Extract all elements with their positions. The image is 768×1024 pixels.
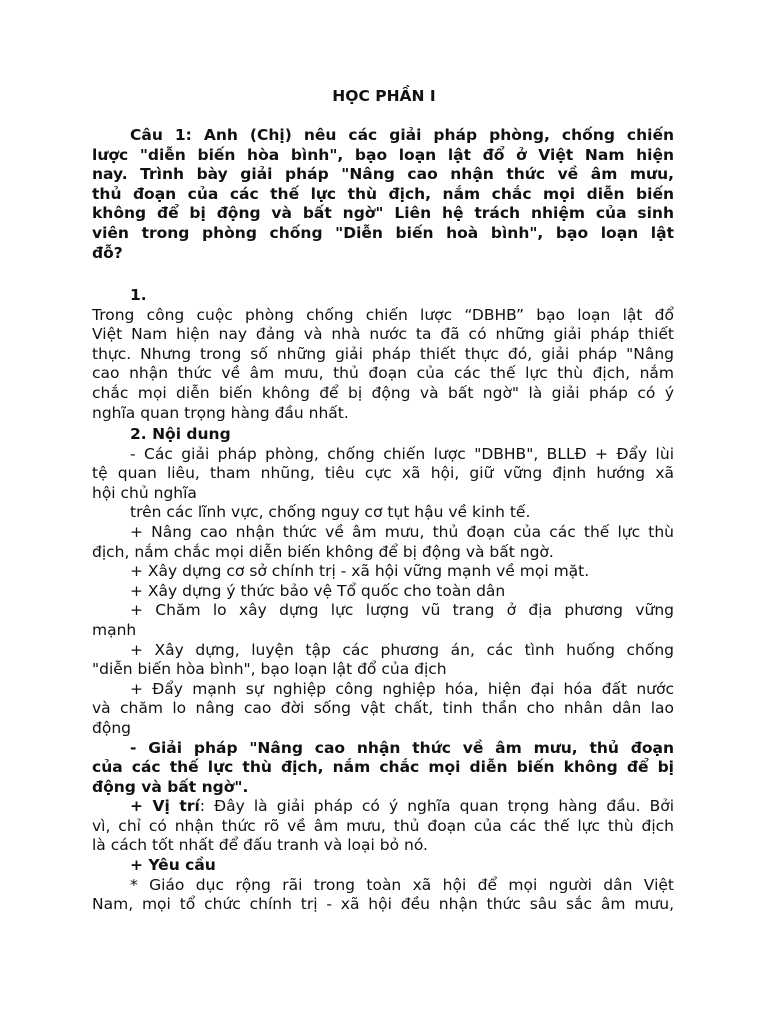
paragraph-line	[92, 797, 674, 817]
paragraph-line: * Giáo dục rộng rãi trong toàn xã hội để mọi người dân Việt	[130, 875, 674, 894]
question-block	[92, 126, 674, 263]
paragraph-line: + Xây dựng, luyện tập các phương án, các tình huống chống	[130, 640, 674, 659]
paragraph-line: hội chủ nghĩa	[92, 483, 197, 502]
section-2-heading: 2. Nội dung	[130, 425, 231, 443]
paragraph-line: - Các giải pháp phòng, chống chiến lược "DBHB", BLLĐ + Đẩy lùi	[130, 444, 674, 463]
page-title: HỌC PHẦN I	[332, 87, 436, 105]
question-line: nay. Trình bày giải pháp "Nâng cao nhận thức về âm mưu,	[92, 165, 674, 184]
paragraph-line: cao nhận thức về âm mưu, thủ đoạn của các thế lực thù địch, nắm	[92, 364, 674, 383]
requirement-heading: + Yêu cầu	[130, 856, 216, 875]
paragraph-line: nghĩa quan trọng hàng đầu nhất.	[92, 403, 349, 422]
paragraph-line: chắc mọi diễn biến không để bị động và bất ngờ" là giải pháp có ý	[92, 383, 674, 402]
question-line: không để bị động và bất ngờ" Liên hệ trách nhiệm của sinh	[92, 204, 674, 223]
section-1-heading: 1.	[130, 286, 147, 304]
paragraph-line: + Xây dựng cơ sở chính trị - xã hội vững mạnh về mọi mặt.	[130, 562, 590, 581]
section-1	[92, 286, 674, 423]
question-line: lược "diễn biến hòa bình", bạo loạn lật đổ ở Việt Nam hiện	[92, 145, 674, 164]
paragraph-line: tệ quan liêu, tham nhũng, tiêu cực xã hội, giữ vững định hướng xã	[92, 464, 674, 483]
paragraph-line: + Xây dựng ý thức bảo vệ Tổ quốc cho toàn dân	[130, 581, 506, 600]
question-line: đỗ?	[92, 243, 123, 262]
paragraph-line: Nam, mọi tổ chức chính trị - xã hội đều nhận thức sâu sắc âm mưu,	[92, 895, 674, 914]
paragraph-line: địch, nắm chắc mọi diễn biến không để bị động và bất ngờ.	[92, 542, 554, 561]
paragraph-line: thực. Nhưng trong số những giải pháp thiết thực đó, giải pháp "Nâng	[92, 344, 674, 363]
paragraph-line: Việt Nam hiện nay đảng và nhà nước ta đã có những giải pháp thiết	[92, 325, 674, 344]
question-line: viên trong phòng chống "Diễn biến hoà bình", bạo loạn lật	[92, 223, 674, 242]
position-text: : Đây là giải pháp có ý nghĩa quan trọng hàng đầu. Bởi	[199, 797, 674, 816]
paragraph-line: + Đẩy mạnh sự nghiệp công nghiệp hóa, hiện đại hóa đất nước	[130, 679, 674, 698]
section-2	[92, 425, 674, 915]
question-line: thủ đoạn của các thế lực thù địch, nắm chắc mọi diễn biến	[92, 184, 674, 203]
paragraph-line: mạnh	[92, 620, 137, 639]
paragraph-line-bold: của các thế lực thù địch, nắm chắc mọi diễn biến không để bị	[92, 758, 674, 777]
paragraph-line: là cách tốt nhất để đấu tranh và loại bỏ nó.	[92, 836, 428, 855]
paragraph-line: và chăm lo nâng cao đời sống vật chất, tinh thần cho nhân dân lao	[92, 699, 674, 718]
paragraph-line: trên các lĩnh vực, chống nguy cơ tụt hậu về kinh tế.	[130, 503, 531, 522]
paragraph-line: "diễn biến hòa bình", bạo loạn lật đổ của địch	[92, 660, 447, 679]
position-label: + Vị trí	[130, 797, 200, 816]
paragraph-line-bold: - Giải pháp "Nâng cao nhận thức về âm mưu, thủ đoạn	[130, 738, 674, 757]
paragraph-line: + Chăm lo xây dựng lực lượng vũ trang ở địa phương vững	[130, 601, 674, 620]
paragraph-line-bold: động và bất ngờ".	[92, 777, 249, 796]
paragraph-line: vì, chỉ có nhận thức rõ về âm mưu, thủ đoạn của các thế lực thù địch	[92, 816, 674, 835]
paragraph-line: Trong công cuộc phòng chống chiến lược “DBHB” bạo loạn lật đổ	[92, 305, 674, 324]
paragraph-line: + Nâng cao nhận thức về âm mưu, thủ đoạn của các thế lực thù	[130, 522, 674, 541]
paragraph-line: động	[92, 718, 131, 737]
question-line: Câu 1: Anh (Chị) nêu các giải pháp phòng, chống chiến	[130, 126, 674, 144]
